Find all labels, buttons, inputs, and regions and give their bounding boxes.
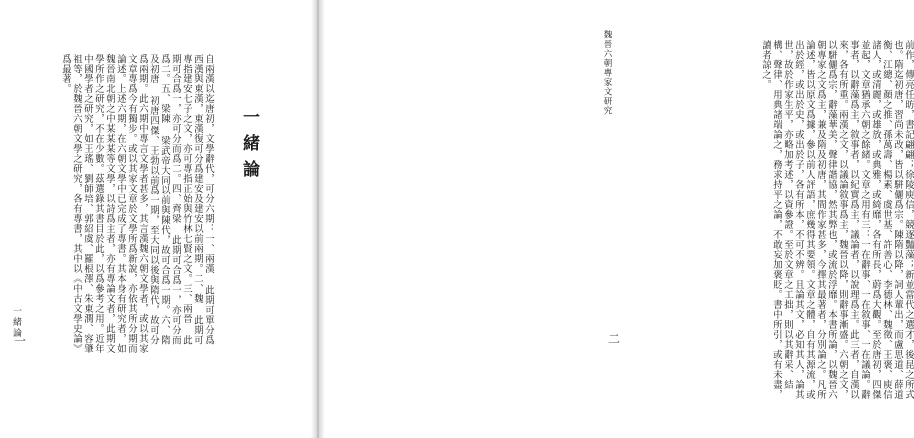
right-page-number: 二 [608, 332, 621, 346]
left-page-number: 一 [14, 334, 27, 348]
right-page [318, 0, 914, 438]
chapter-title: 一緒論 [239, 108, 259, 186]
left-page-body [54, 54, 214, 354]
left-page [0, 0, 318, 438]
running-head: 魏晉六朝專家文研究 [602, 30, 612, 116]
left-body-text: 自兩漢以迄唐初，文學辭代，可分六期：一、兩漢 此期可單分爲西漢與東漢，東漢復可分爲建安及建安以前兩期。二、魏 此期可專指建安七子之文，亦可專指正始與竹林七賢之文。三、兩晉 此期可合爲一，亦可分而爲二。四、齊梁 此期可合爲一，亦可分而爲二。五、梁陳 梁武帝大同以前與陳代，故可合爲一期。六、隋及初唐 初唐四傑、王勃以前爲一期，至大同以後與隋代，故可分爲兩期。此六期中專言文學者甚多，其言漢魏六朝文學者，或以其家文章專爲今有獨步。或以其家文章於文學所爲新說，亦依其所分期而論述。上述六期，在六朝文學中已完成了專書。其本身有研究者，如魏晉南北朝之中某某某等文學，以詩爲主者，亦有專論文者，此期文學所作之研究，不在少數。茲選錄其書目於此，以爲參考之用。近年中國學者之研究，如王瑤、劉師培、郭紹虞、羅根澤、朱東潤、容肇祖等，於魏晉六朝文學之研究，各有專書，其中以《中古文學史論》爲最著。 [60, 54, 214, 354]
right-page-body [666, 40, 914, 408]
left-folio-label: 一緒論 [11, 306, 21, 339]
right-body-text: 前作，傳亮任昉，書記翩翩；徐陵庾信，競逐豔藻；新並當代之選才，後昆之所式也。隋迄初唐，習尚未改，皆以駢儷爲宗。陳隋以降，詞人輩出，而盧思道、薛道衡、江總、顏之推、孫萬壽、楊素、虞世基、許善心、李德林、魏徵、王褒、庾信諸人，或清麗，或雄放，或典雅，或綺靡，各有所長，蔚爲大觀。至於唐初，四傑並起，文章猶承六朝之餘緒。文章之用有三：一在辭事、一在敘事、一在議論。辭事者，以辭藻爲主，敘事者，以紀實爲主，議論者，以說理爲主。此三者，自漢以來，各有所重。兩漢之文，以議論敘事爲主，魏晉以降，則辭事漸盛。六朝之文，以駢儷爲宗，辭藻華美，聲律諧協，然其弊也，或流於浮靡。本書所論，以魏晉六朝專家之文爲主，兼及隋及初唐，其間作家甚多，今擇其最著者，分別論之。凡所論述，皆以原文爲據，參以前人評語，庶幾得其要領。文章之體，自有其源流，或出於經，或出於史，或出於子，各有所本，不可不辨。且論其文，必知其人，論其世，故於作家生平，亦略加考述，以資參證。至於文章之工拙，則以其辭采、結構、聲律、用典諸端論之，務求持平之論，不敢妄加褒貶。書中所引，或有未盡，讀者諒之。 [760, 40, 914, 400]
